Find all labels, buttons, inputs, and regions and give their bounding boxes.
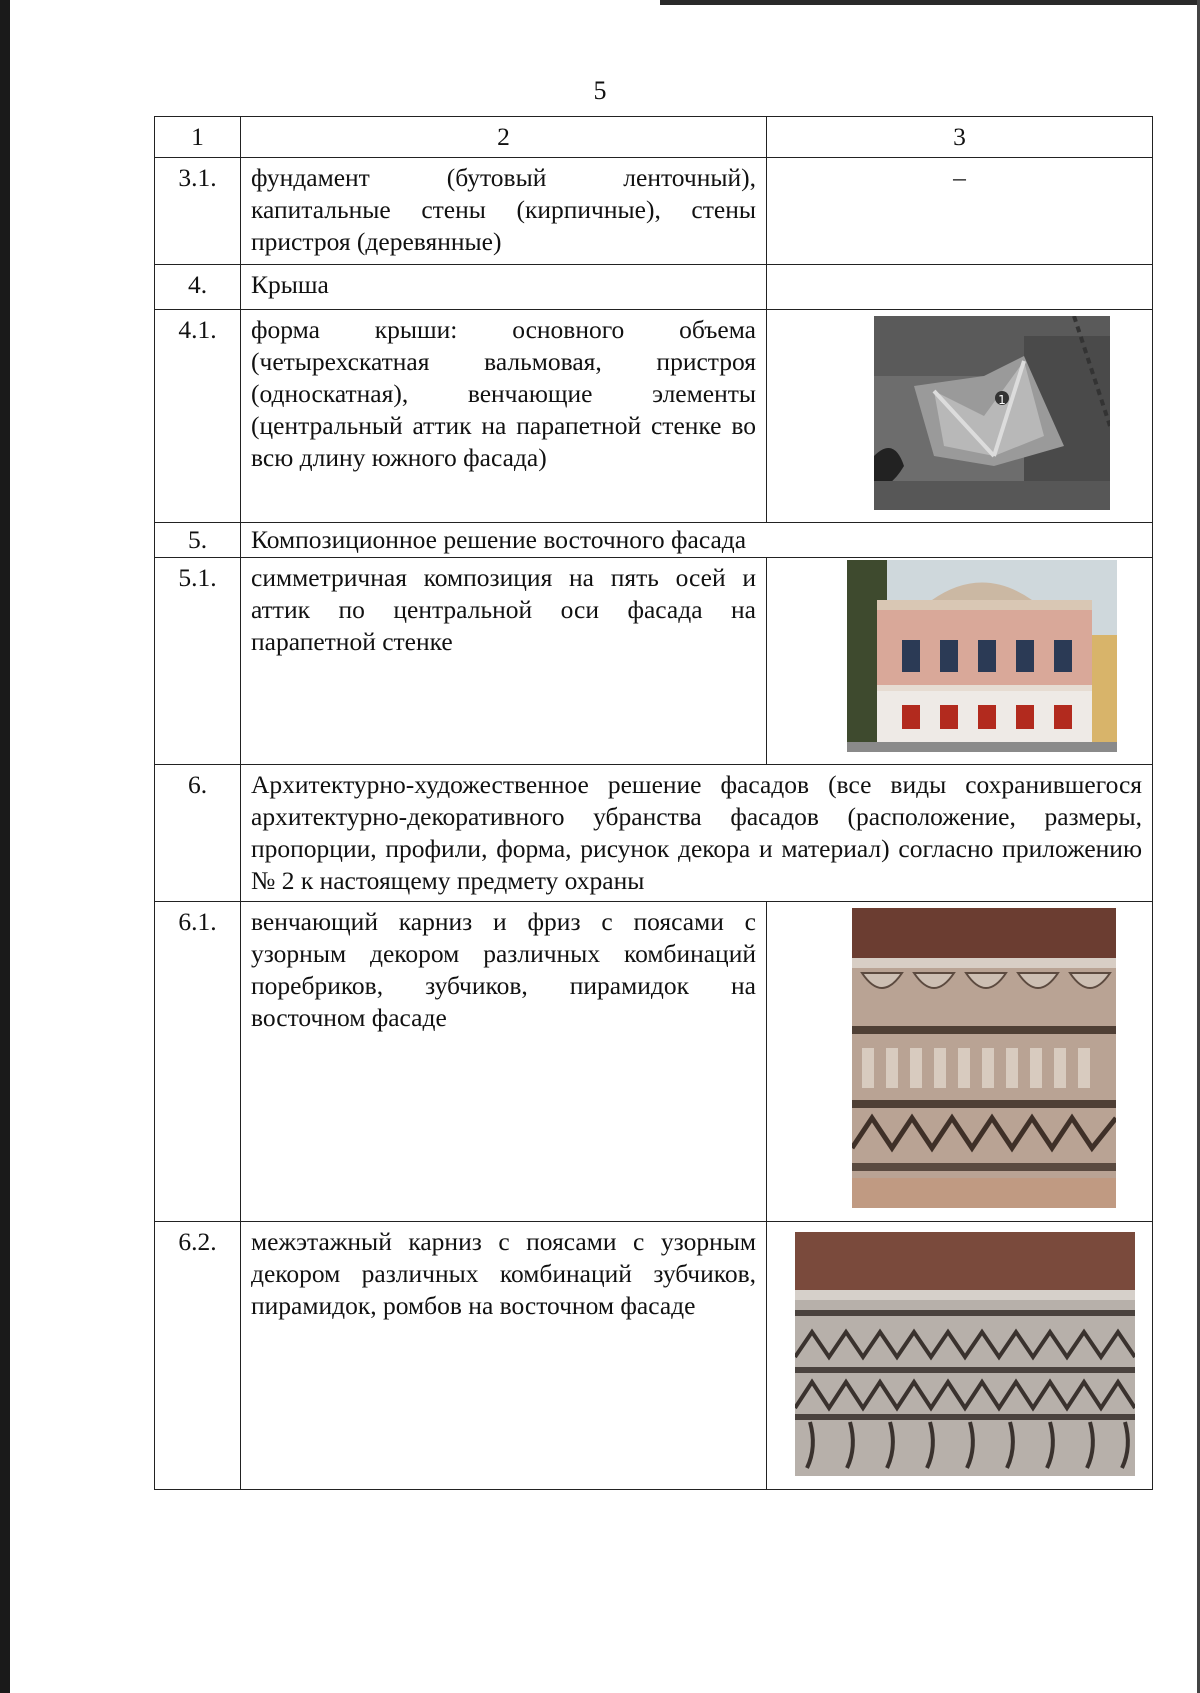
row-image-cell [767, 902, 1153, 1222]
row-number: 6.1. [155, 902, 241, 1222]
building-marker: 1 [997, 393, 1006, 407]
table-row [155, 902, 1153, 1222]
header-col-3: 3 [767, 117, 1153, 158]
table-row [155, 310, 1153, 523]
row-image-cell [767, 310, 1153, 523]
row-text: симметричная композиция на пять осей и аттик по центральной оси фасада на парапетной стенке [241, 558, 767, 765]
row-number: 3.1. [155, 158, 241, 265]
table-row [155, 765, 1153, 902]
row-image-cell [767, 1222, 1153, 1490]
row-number: 6. [155, 765, 241, 902]
row-text: форма крыши: основного объема (четырехскатная вальмовая, пристроя (односкатная), венчающие элементы (центральный аттик на парапетной стенке во всю длину южного фасада) [241, 310, 767, 523]
table-row [155, 265, 1153, 310]
row-number: 4.1. [155, 310, 241, 523]
interfloor-cornice-photo [795, 1232, 1135, 1476]
cornice-frieze-photo [852, 908, 1116, 1208]
header-col-1: 1 [155, 117, 241, 158]
table-row [155, 523, 1153, 558]
header-col-2: 2 [241, 117, 767, 158]
scan-edge-top [660, 0, 1200, 5]
row-text: Крыша [241, 265, 767, 310]
row-col3 [767, 158, 1153, 265]
row-text: венчающий карниз и фриз с поясами с узорным декором различных комбинаций поребриков, зубчиков, пирамидок на восточном фасаде [241, 902, 767, 1222]
row-text: межэтажный карниз с поясами с узорным декором различных комбинаций зубчиков, пирамидок, ромбов на восточном фасаде [241, 1222, 767, 1490]
protection-subject-table [154, 116, 1153, 1490]
row-number: 5.1. [155, 558, 241, 765]
row-col3 [767, 265, 1153, 310]
table-row [155, 158, 1153, 265]
table-row [155, 1222, 1153, 1490]
row-text: Композиционное решение восточного фасада [241, 523, 1153, 558]
table-header-row [155, 117, 1153, 158]
row-image-cell [767, 558, 1153, 765]
scan-edge-left [0, 0, 10, 1693]
east-facade-photo [847, 560, 1117, 752]
table-row [155, 558, 1153, 765]
page-number: 5 [593, 76, 607, 105]
empty-dash: – [953, 163, 966, 192]
row-text: Архитектурно-художественное решение фасадов (все виды сохранившегося архитектурно-декоративного убранства фасадов (расположение, размеры, пропорции, профили, форма, рисунок декора и материал) согласно приложению № 2 к настоящему предмету охраны [241, 765, 1153, 902]
row-number: 4. [155, 265, 241, 310]
row-number: 5. [155, 523, 241, 558]
row-number: 6.2. [155, 1222, 241, 1490]
roof-aerial-photo [874, 316, 1110, 510]
row-text: фундамент (бутовый ленточный), капитальные стены (кирпичные), стены пристроя (деревянные) [241, 158, 767, 265]
